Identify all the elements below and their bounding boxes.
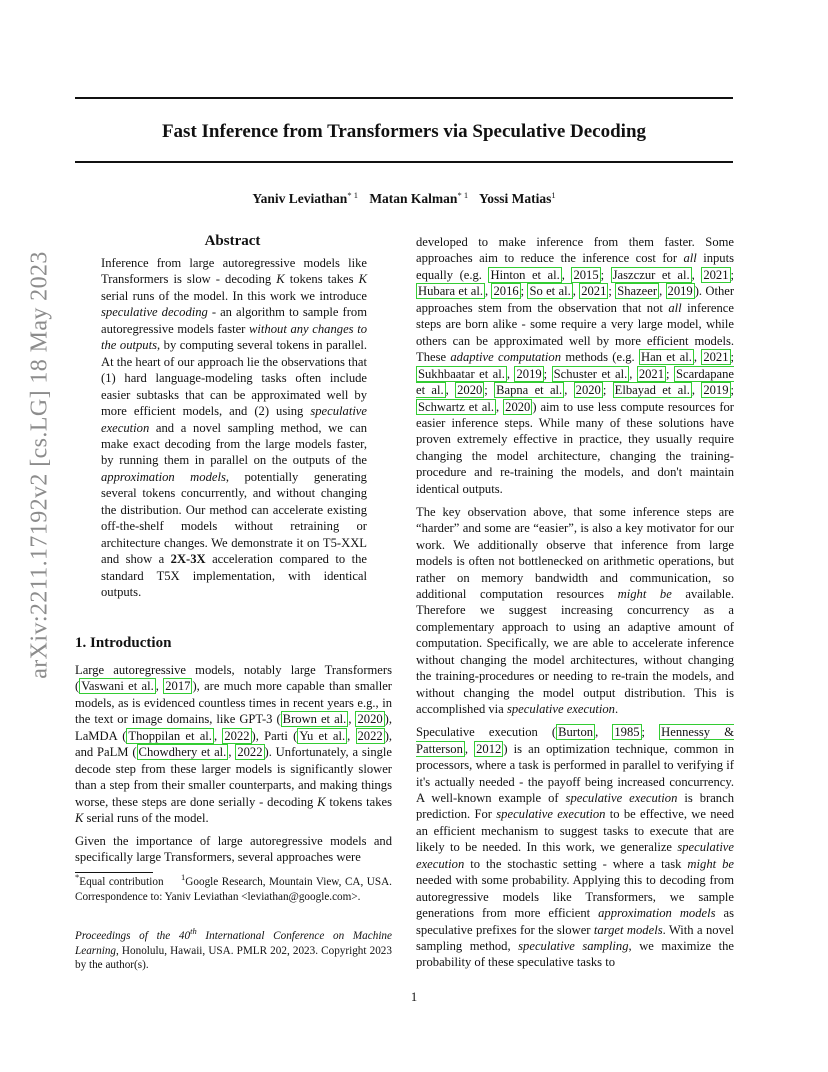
- author-name: Matan Kalman: [369, 191, 458, 206]
- paper-title: Fast Inference from Transformers via Speculative Decoding: [161, 121, 647, 142]
- citation-link[interactable]: Chowdhery et al.: [138, 745, 227, 760]
- citation-link[interactable]: 2021: [703, 267, 729, 282]
- citation-link[interactable]: 2021: [581, 284, 607, 299]
- citation-link[interactable]: 2017: [165, 679, 191, 694]
- author-name: Yossi Matias: [478, 191, 552, 206]
- citation-link[interactable]: 2020: [505, 399, 531, 414]
- abstract-text: Inference from large autoregressive models like Transformers is slow - decoding K tokens takes K serial runs of the model. In this work we introduce speculative decoding - an algorithm to sample from autoregressive models faster without any changes to the outputs, by computing several tokens in parallel. At the heart of our approach lie the observations that (1) hard language-modeling tasks often include easier subtasks that can be approximated well by more efficient models, and (2) using speculative execution and a novel sampling method, we can make exact decoding from the large models faster, by running them in parallel on the outputs of the approximation models, potentially generating several tokens concurrently, and without changing the distribution. Our method can accelerate existing off-the-shelf models without retraining or architecture changes. We demonstrate it on T5-XXL and show a 2X-3X acceleration compared to the standard T5X implementation, with identical outputs.: [101, 256, 368, 600]
- paragraph: Speculative execution ( Burton , 1985 ; Hennessy & Patterson , 2012 ) is an optimization technique, common in processors, where a task is performed in parallel to verifying if it's actually needed - the payoff being increased concurrency. A well-known example of speculative execution is branch prediction. For speculative execution to be effective, we need an efficient mechanism to suggest tasks to execute that are likely to be needed. In this work, we generalize speculative execution to the stochastic setting - where a task might be needed with some probability. Applying this to decoding from autoregressive models like Transformers, we sample generations from more efficient approximation models as speculative prefixes for the slower target models. With a novel sampling method, speculative sampling, we maximize the probability of these speculative tasks to: [416, 725, 735, 970]
- section-heading: 1. Introduction: [75, 635, 172, 651]
- citation-link[interactable]: Han et al.: [640, 350, 692, 365]
- paragraph: The key observation above, that some inference steps are “harder” and some are “easier”, is also a key motivator for our work. We additionally observe that inference from large models is often not bottlenecked on arithmetic operations, but rather on memory bandwidth and communication, so additional computation resources might be available. Therefore we suggest increasing concurrency as a complementary approach to using an adaptive amount of computation. Specifically, we are able to accelerate inference without changing the model architectures, without changing the training-procedures or needing to re-train the models, and without changing the model output distribution. This is accomplished via speculative execution.: [416, 504, 734, 717]
- page-number: 1: [410, 990, 418, 1004]
- author-affiliation: 1: [551, 190, 556, 200]
- citation-link[interactable]: Hinton et al.: [490, 267, 560, 282]
- citation-link[interactable]: 2020: [457, 383, 483, 398]
- paragraph: developed to make inference from them faster. Some approaches aim to reduce the inference cost for all inputs equally (e.g. Hinton et al. , 2015 ; Jaszczur et al. , 2021 ; Hubara et al. , 2016 ; So et al. , 2021 ; Shazeer , 2019 ). Other approaches stem from the observation that not all inference steps are born alike - some require a very large model, while others can be approximated well by more efficient models. These adaptive computation methods (e.g. Han et al. , 2021 ; Sukhbaatar et al. , 2019 ; Schuster et al. , 2021 ; Scardapane et al. , 2020 ; Bapna et al. , 2020 ; Elbayad et al. , 2019 ; Schwartz et al. , 2020 ) aim to use less compute resources for easier inference steps. While many of these solutions have proven extremely effective in practice, they usually require changing the model architecture, changing the training-procedure and re-training the models, and don't maintain identical outputs.: [416, 235, 735, 496]
- citation-link[interactable]: 2020: [357, 712, 383, 727]
- citation-link[interactable]: Jaszczur et al.: [612, 267, 690, 282]
- citation-link[interactable]: Schwartz et al.: [418, 399, 495, 414]
- citation-link[interactable]: 2022: [224, 728, 250, 743]
- citation-link[interactable]: 2021: [703, 350, 729, 365]
- introduction-body: [75, 662, 392, 871]
- citation-link[interactable]: Burton: [558, 725, 594, 740]
- citation-link[interactable]: 2016: [493, 284, 519, 299]
- author-affiliation: * 1: [347, 190, 358, 200]
- citation-link[interactable]: Shazeer: [617, 284, 658, 299]
- citation-link[interactable]: 2015: [573, 267, 599, 282]
- paragraph: Given the importance of large autoregressive models and specifically large Transformers, several approaches were: [75, 833, 392, 864]
- citation-link[interactable]: Hennessy & Patterson: [416, 725, 735, 756]
- footnote-rule: [75, 872, 153, 873]
- citation-link[interactable]: Hubara et al.: [418, 284, 484, 299]
- abstract-heading: Abstract: [204, 233, 261, 249]
- citation-link[interactable]: Schuster et al.: [553, 366, 628, 381]
- citation-link[interactable]: 2022: [357, 728, 383, 743]
- citation-link[interactable]: So et al.: [529, 284, 571, 299]
- arxiv-identifier: arXiv:2211.17192v2 [cs.LG] 18 May 2023: [26, 251, 53, 679]
- right-column: [416, 234, 734, 977]
- citation-link[interactable]: 2022: [237, 745, 263, 760]
- title-top-rule: [75, 97, 733, 99]
- citation-link[interactable]: Thoppilan et al.: [128, 728, 212, 743]
- author-name: Yaniv Leviathan: [252, 191, 348, 206]
- citation-link[interactable]: Yu et al.: [299, 728, 346, 743]
- proceedings-note: Proceedings of the 40th International Conference on Machine Learning, Honolulu, Hawaii, USA. PMLR 202, 2023. Copyright 2023 by the author(s).: [75, 926, 392, 971]
- citation-link[interactable]: Vaswani et al.: [81, 679, 154, 694]
- citation-link[interactable]: 2019: [516, 366, 542, 381]
- citation-link[interactable]: 2021: [638, 366, 665, 381]
- citation-link[interactable]: Scardapane et al.: [416, 366, 735, 398]
- footnote: *Equal contribution $^1$Google Research, Mountain View, CA, USA. Correspondence to: Yaniv Leviathan <leviathan@google.com>.: [75, 872, 392, 903]
- citation-link[interactable]: Sukhbaatar et al.: [418, 366, 505, 381]
- author-list: [75, 190, 733, 208]
- title-bottom-rule: [75, 161, 733, 163]
- citation-link[interactable]: Brown et al.: [282, 712, 347, 727]
- author-affiliation: * 1: [457, 190, 469, 200]
- citation-link[interactable]: 2020: [575, 383, 601, 398]
- citation-link[interactable]: Elbayad et al.: [614, 383, 690, 398]
- citation-link[interactable]: Bapna et al.: [496, 383, 563, 398]
- arxiv-sidebar: [20, 170, 60, 760]
- paragraph: Large autoregressive models, notably large Transformers ( Vaswani et al. , 2017 ), are much more capable than smaller models, as is evidenced countless times in recent years e.g., in the text or image domains, like GPT-3 ( Brown et al. , 2020 ), LaMDA ( Thoppilan et al. , 2022 ), Parti ( Yu et al. , 2022 ), and PaLM ( Chowdhery et al. , 2022 ). Unfortunately, a single decode step from these larger models is significantly slower than a step from their smaller counterparts, and making things worse, these steps are done serially - decoding K tokens takes K serial runs of the model.: [75, 663, 393, 826]
- citation-link[interactable]: 2019: [667, 284, 693, 299]
- citation-link[interactable]: 2012: [476, 741, 502, 756]
- citation-link[interactable]: 2019: [703, 383, 729, 398]
- citation-link[interactable]: 1985: [614, 725, 640, 740]
